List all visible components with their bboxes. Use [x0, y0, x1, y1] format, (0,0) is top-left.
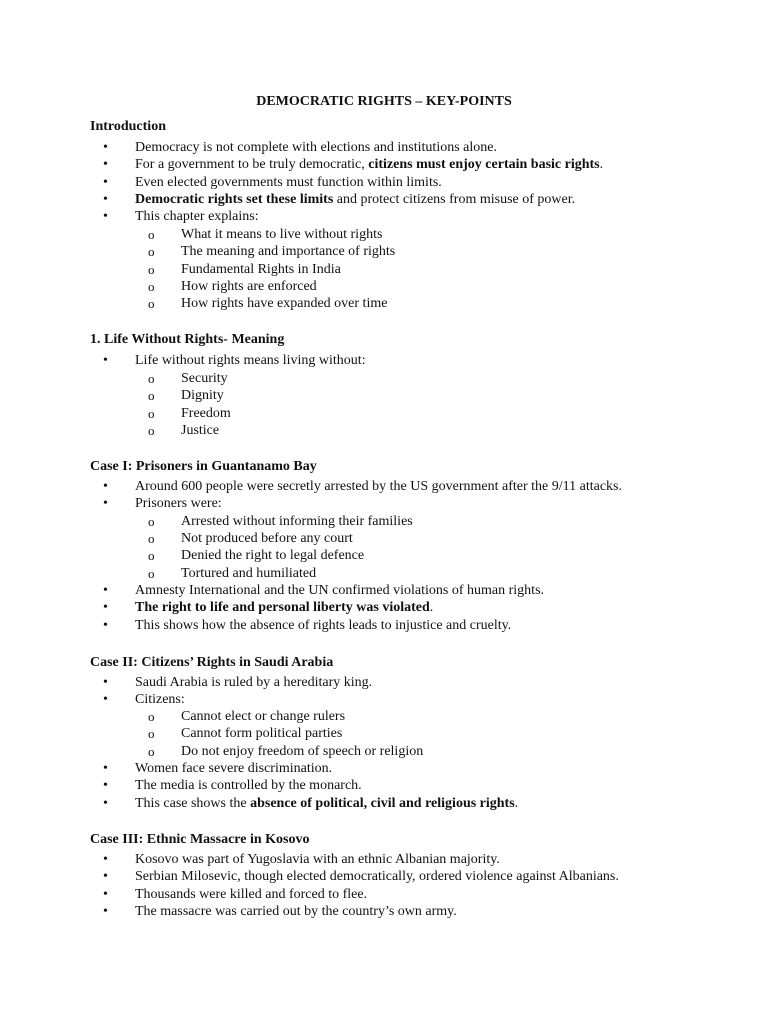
- sub-bullet-marker: o: [148, 227, 155, 242]
- bullet-marker: •: [103, 353, 108, 368]
- sub-bullet-marker: o: [148, 726, 155, 741]
- bullet-marker: •: [103, 869, 108, 884]
- section-heading-case-3: Case III: Ethnic Massacre in Kosovo: [90, 832, 310, 847]
- sub-list-item: Freedom: [181, 406, 231, 421]
- sub-list-item: Tortured and humiliated: [181, 566, 317, 581]
- bullet-marker: •: [103, 157, 108, 172]
- sub-list-item: Do not enjoy freedom of speech or religion: [181, 744, 424, 759]
- bullet-marker: •: [103, 583, 108, 598]
- sub-list-item: Arrested without informing their families: [181, 514, 413, 529]
- list-item: This case shows the absence of political, civil and religious rights.: [135, 796, 519, 811]
- sub-bullet-marker: o: [148, 566, 155, 581]
- list-item: Thousands were killed and forced to flee.: [135, 887, 368, 902]
- sub-bullet-marker: o: [148, 388, 155, 403]
- list-item: Amnesty International and the UN confirmed violations of human rights.: [135, 583, 545, 598]
- bullet-marker: •: [103, 175, 108, 190]
- list-item: Kosovo was part of Yugoslavia with an ethnic Albanian majority.: [135, 852, 500, 867]
- list-item: For a government to be truly democratic, citizens must enjoy certain basic rights.: [135, 157, 604, 172]
- sub-bullet-marker: o: [148, 709, 155, 724]
- sub-bullet-marker: o: [148, 514, 155, 529]
- list-item: Democracy is not complete with elections and institutions alone.: [135, 140, 497, 155]
- list-item: Around 600 people were secretly arrested by the US government after the 9/11 attacks.: [135, 479, 622, 494]
- sub-list-item: Denied the right to legal defence: [181, 548, 365, 563]
- sub-list-item: Cannot elect or change rulers: [181, 709, 346, 724]
- list-item: Serbian Milosevic, though elected democratically, ordered violence against Albanians.: [135, 869, 619, 884]
- sub-bullet-marker: o: [148, 244, 155, 259]
- bullet-marker: •: [103, 600, 108, 615]
- bullet-marker: •: [103, 904, 108, 919]
- list-item: Women face severe discrimination.: [135, 761, 333, 776]
- sub-list-item: Justice: [181, 423, 220, 438]
- list-item: Life without rights means living without:: [135, 353, 366, 368]
- sub-list-item: Not produced before any court: [181, 531, 353, 546]
- sub-list-item: Cannot form political parties: [181, 726, 343, 741]
- sub-bullet-marker: o: [148, 423, 155, 438]
- page-title: DEMOCRATIC RIGHTS – KEY-POINTS: [256, 94, 512, 109]
- list-item: Prisoners were:: [135, 496, 222, 511]
- bullet-marker: •: [103, 675, 108, 690]
- sub-bullet-marker: o: [148, 262, 155, 277]
- list-item: This chapter explains:: [135, 209, 259, 224]
- sub-bullet-marker: o: [148, 406, 155, 421]
- bullet-marker: •: [103, 852, 108, 867]
- list-item: The massacre was carried out by the country’s own army.: [135, 904, 457, 919]
- section-heading-life-without-rights: 1. Life Without Rights- Meaning: [90, 332, 285, 347]
- bullet-marker: •: [103, 887, 108, 902]
- bullet-marker: •: [103, 209, 108, 224]
- list-item: Saudi Arabia is ruled by a hereditary king.: [135, 675, 373, 690]
- list-item: Citizens:: [135, 692, 185, 707]
- list-item: Even elected governments must function within limits.: [135, 175, 442, 190]
- list-item: The media is controlled by the monarch.: [135, 778, 362, 793]
- list-item: This shows how the absence of rights leads to injustice and cruelty.: [135, 618, 512, 633]
- sub-list-item: Dignity: [181, 388, 224, 403]
- sub-bullet-marker: o: [148, 744, 155, 759]
- sub-list-item: Security: [181, 371, 228, 386]
- sub-bullet-marker: o: [148, 531, 155, 546]
- sub-list-item: How rights are enforced: [181, 279, 317, 294]
- bullet-marker: •: [103, 496, 108, 511]
- bullet-marker: •: [103, 761, 108, 776]
- bullet-marker: •: [103, 140, 108, 155]
- sub-bullet-marker: o: [148, 279, 155, 294]
- section-heading-case-1: Case I: Prisoners in Guantanamo Bay: [90, 459, 317, 474]
- bullet-marker: •: [103, 618, 108, 633]
- list-item: Democratic rights set these limits and protect citizens from misuse of power.: [135, 192, 576, 207]
- list-item: The right to life and personal liberty was violated.: [135, 600, 434, 615]
- sub-bullet-marker: o: [148, 296, 155, 311]
- section-heading-case-2: Case II: Citizens’ Rights in Saudi Arabia: [90, 655, 334, 670]
- sub-list-item: The meaning and importance of rights: [181, 244, 396, 259]
- sub-bullet-marker: o: [148, 548, 155, 563]
- bullet-marker: •: [103, 796, 108, 811]
- sub-list-item: Fundamental Rights in India: [181, 262, 341, 277]
- bullet-marker: •: [103, 692, 108, 707]
- bullet-marker: •: [103, 778, 108, 793]
- bullet-marker: •: [103, 192, 108, 207]
- sub-list-item: What it means to live without rights: [181, 227, 383, 242]
- section-heading-introduction: Introduction: [90, 119, 166, 134]
- sub-list-item: How rights have expanded over time: [181, 296, 388, 311]
- bullet-marker: •: [103, 479, 108, 494]
- sub-bullet-marker: o: [148, 371, 155, 386]
